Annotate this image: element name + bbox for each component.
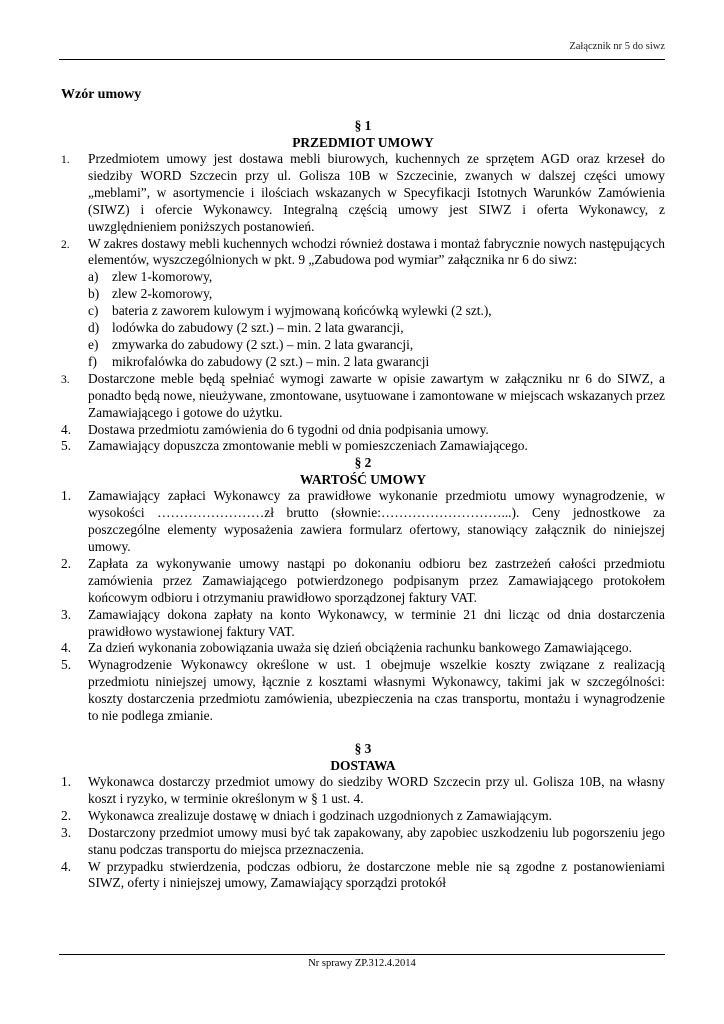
sub-text: zlew 1-komorowy, [112, 269, 213, 285]
item-text: Zamawiający zapłaci Wykonawcy za prawidłowe wykonanie przedmiotu umowy wynagrodzenie, w wysokości ……………………zł brutto (słownie:………………………...). Ceny jednostkowe za poszczególne elementy wyposażenia zawiera formularz ofertowy, stanowiący załącznik do niniejszej umowy. [88, 488, 665, 555]
sub-item [88, 269, 665, 286]
section-title: PRZEDMIOT UMOWY [292, 134, 434, 150]
item-number: 5. [61, 438, 72, 454]
list-item [61, 657, 665, 725]
item-text: Wykonawca zrealizuje dostawę w dniach i godzinach uzgodnionych z Zamawiającym. [88, 807, 552, 823]
item-text: Wykonawca dostarczy przedmiot umowy do siedziby WORD Szczecin przy ul. Golisza 10B, na własny koszt i ryzyko, w terminie określonym w § 1 ust. 4. [88, 774, 665, 806]
item-number: 2. [61, 238, 70, 251]
item-number: 3. [61, 373, 70, 386]
section-spacer [61, 725, 665, 741]
section-items [61, 488, 665, 725]
list-item [61, 488, 665, 556]
item-number: 4. [61, 858, 72, 874]
list-item [61, 825, 665, 859]
list-item [61, 859, 665, 893]
section-2 [61, 455, 665, 725]
footer-divider [59, 954, 665, 955]
item-text: Dostarczony przedmiot umowy musi być tak zapakowany, aby zapobiec uszkodzeniu lub pogorszeniu jego stanu podczas transportu do miejsca przeznaczenia. [88, 824, 665, 857]
item-number: 1. [61, 154, 70, 166]
item-text: Zapłata za wykonywanie umowy nastąpi po dokonaniu odbioru bez zastrzeżeń całości przedmiotu zamówienia przez Zamawiającego potwierdzonego podpisanym przez Zamawiającego protokołem końcowym odbioru i otrzymaniu prawidłowo sporządzonej faktury VAT. [88, 555, 665, 605]
list-item [61, 640, 665, 657]
sub-text: lodówka do zabudowy (2 szt.) – min. 2 lata gwarancji, [112, 320, 404, 336]
item-number: 5. [61, 657, 72, 673]
sub-label: b) [88, 286, 100, 302]
page-footer: Nr sprawy ZP.312.4.2014 [308, 958, 416, 969]
item-number: 2. [61, 555, 72, 571]
item-text: Zamawiający dokona zapłaty na konto Wykonawcy, w terminie 21 dni licząc od dnia dostarczenia prawidłowo wystawionej faktury VAT. [88, 606, 665, 639]
sub-item [88, 337, 665, 354]
item-text: Przedmiotem umowy jest dostawa mebli biurowych, kuchennych ze sprzętem AGD oraz krzeseł do siedziby WORD Szczecin przy ul. Golisza 10B w Szczecinie, zwanych w dalszej części umowy „meblami”, w asortymencie i ilościach wskazanych w Specyfikacji Istotnych Warunków Zamówienia (SIWZ) i ofercie Wykonawcy. Integralną częścią umowy jest SIWZ i oferta Wykonawcy, z uwzględnieniem poniższych postanowień. [88, 151, 665, 234]
sub-text: mikrofalówka do zabudowy (2 szt.) – min. 2 lata gwarancji [112, 353, 430, 369]
header-divider [59, 59, 665, 60]
item-number: 1. [61, 488, 72, 504]
sub-label: a) [88, 269, 99, 285]
section-number: § 3 [354, 741, 372, 756]
item-text: Zamawiający dopuszcza zmontowanie mebli w pomieszczeniach Zamawiającego. [88, 438, 528, 454]
section-3 [61, 741, 665, 892]
section-number: § 2 [354, 455, 372, 471]
item-text: Dostawa przedmiotu zamówienia do 6 tygodni od dnia podpisania umowy. [88, 421, 489, 437]
item-number: 4. [61, 421, 72, 437]
document-body [61, 118, 665, 892]
sub-list [88, 269, 665, 370]
list-item [61, 438, 665, 455]
item-number: 4. [61, 640, 72, 656]
sub-item [88, 286, 665, 303]
section-title: DOSTAWA [330, 757, 396, 773]
item-text: W przypadku stwierdzenia, podczas odbioru, że dostarczone meble nie są zgodne z postanowieniami SIWZ, oferty i niniejszej umowy, Zamawiający sporządzi protokół [88, 858, 665, 891]
page-header: Załącznik nr 5 do siwz [569, 41, 665, 52]
sub-label: c) [88, 303, 99, 319]
item-text: Wynagrodzenie Wykonawcy określone w ust. 1 obejmuje wszelkie koszty związane z realizacją przedmiotu niniejszej umowy, łącznie z kosztami własnymi Wykonawcy, takimi jak w szczególności: koszty dostarczenia przedmiotu zamówienia, ubezpieczenia na czas transportu, montażu i wynagrodzenie to nie podlega zmianie. [88, 657, 665, 724]
section-items [61, 774, 665, 892]
item-number: 3. [61, 606, 72, 622]
sub-text: zlew 2-komorowy, [112, 286, 213, 302]
sub-label: e) [88, 336, 99, 352]
sub-text: bateria z zaworem kulowym i wyjmowaną końcówką wylewki (2 szt.), [112, 303, 492, 319]
item-text: W zakres dostawy mebli kuchennych wchodzi również dostawa i montaż fabrycznie nowych następujących elementów, wyszczególnionych w pkt. 9 „Zabudowa pod wymiar” załącznika nr 6 do siwz: [88, 235, 665, 268]
sub-text: zmywarka do zabudowy (2 szt.) – min. 2 lata gwarancji, [112, 336, 414, 352]
item-text: Dostarczone meble będą spełniać wymogi zawarte w opisie zawartym w załączniku nr 6 do SIWZ, a ponadto będą nowe, nieużywane, zmontowane, usytuowane i zamontowane w miejscach wskazanych przez Zamawiającego i gotowe do użytku. [88, 370, 665, 420]
list-item [61, 774, 665, 808]
sub-label: f) [88, 353, 97, 369]
sub-item [88, 354, 665, 371]
list-item [61, 808, 665, 825]
list-item [61, 371, 665, 422]
section-items [61, 151, 665, 455]
item-text: Za dzień wykonania zobowiązania uważa się dzień obciążenia rachunku bankowego Zamawiającego. [88, 640, 632, 656]
list-item [61, 236, 665, 371]
item-number: 1. [61, 774, 72, 789]
list-item [61, 422, 665, 439]
section-1 [61, 118, 665, 455]
section-title: WARTOŚĆ UMOWY [299, 471, 427, 487]
list-item [61, 607, 665, 641]
sub-item [88, 303, 665, 320]
sub-label: d) [88, 320, 100, 336]
sub-item [88, 320, 665, 337]
item-number: 2. [61, 807, 72, 823]
list-item [61, 556, 665, 607]
list-item [61, 151, 665, 236]
item-number: 3. [61, 824, 72, 840]
section-number: § 1 [354, 118, 372, 133]
document-title: Wzór umowy [61, 87, 142, 102]
